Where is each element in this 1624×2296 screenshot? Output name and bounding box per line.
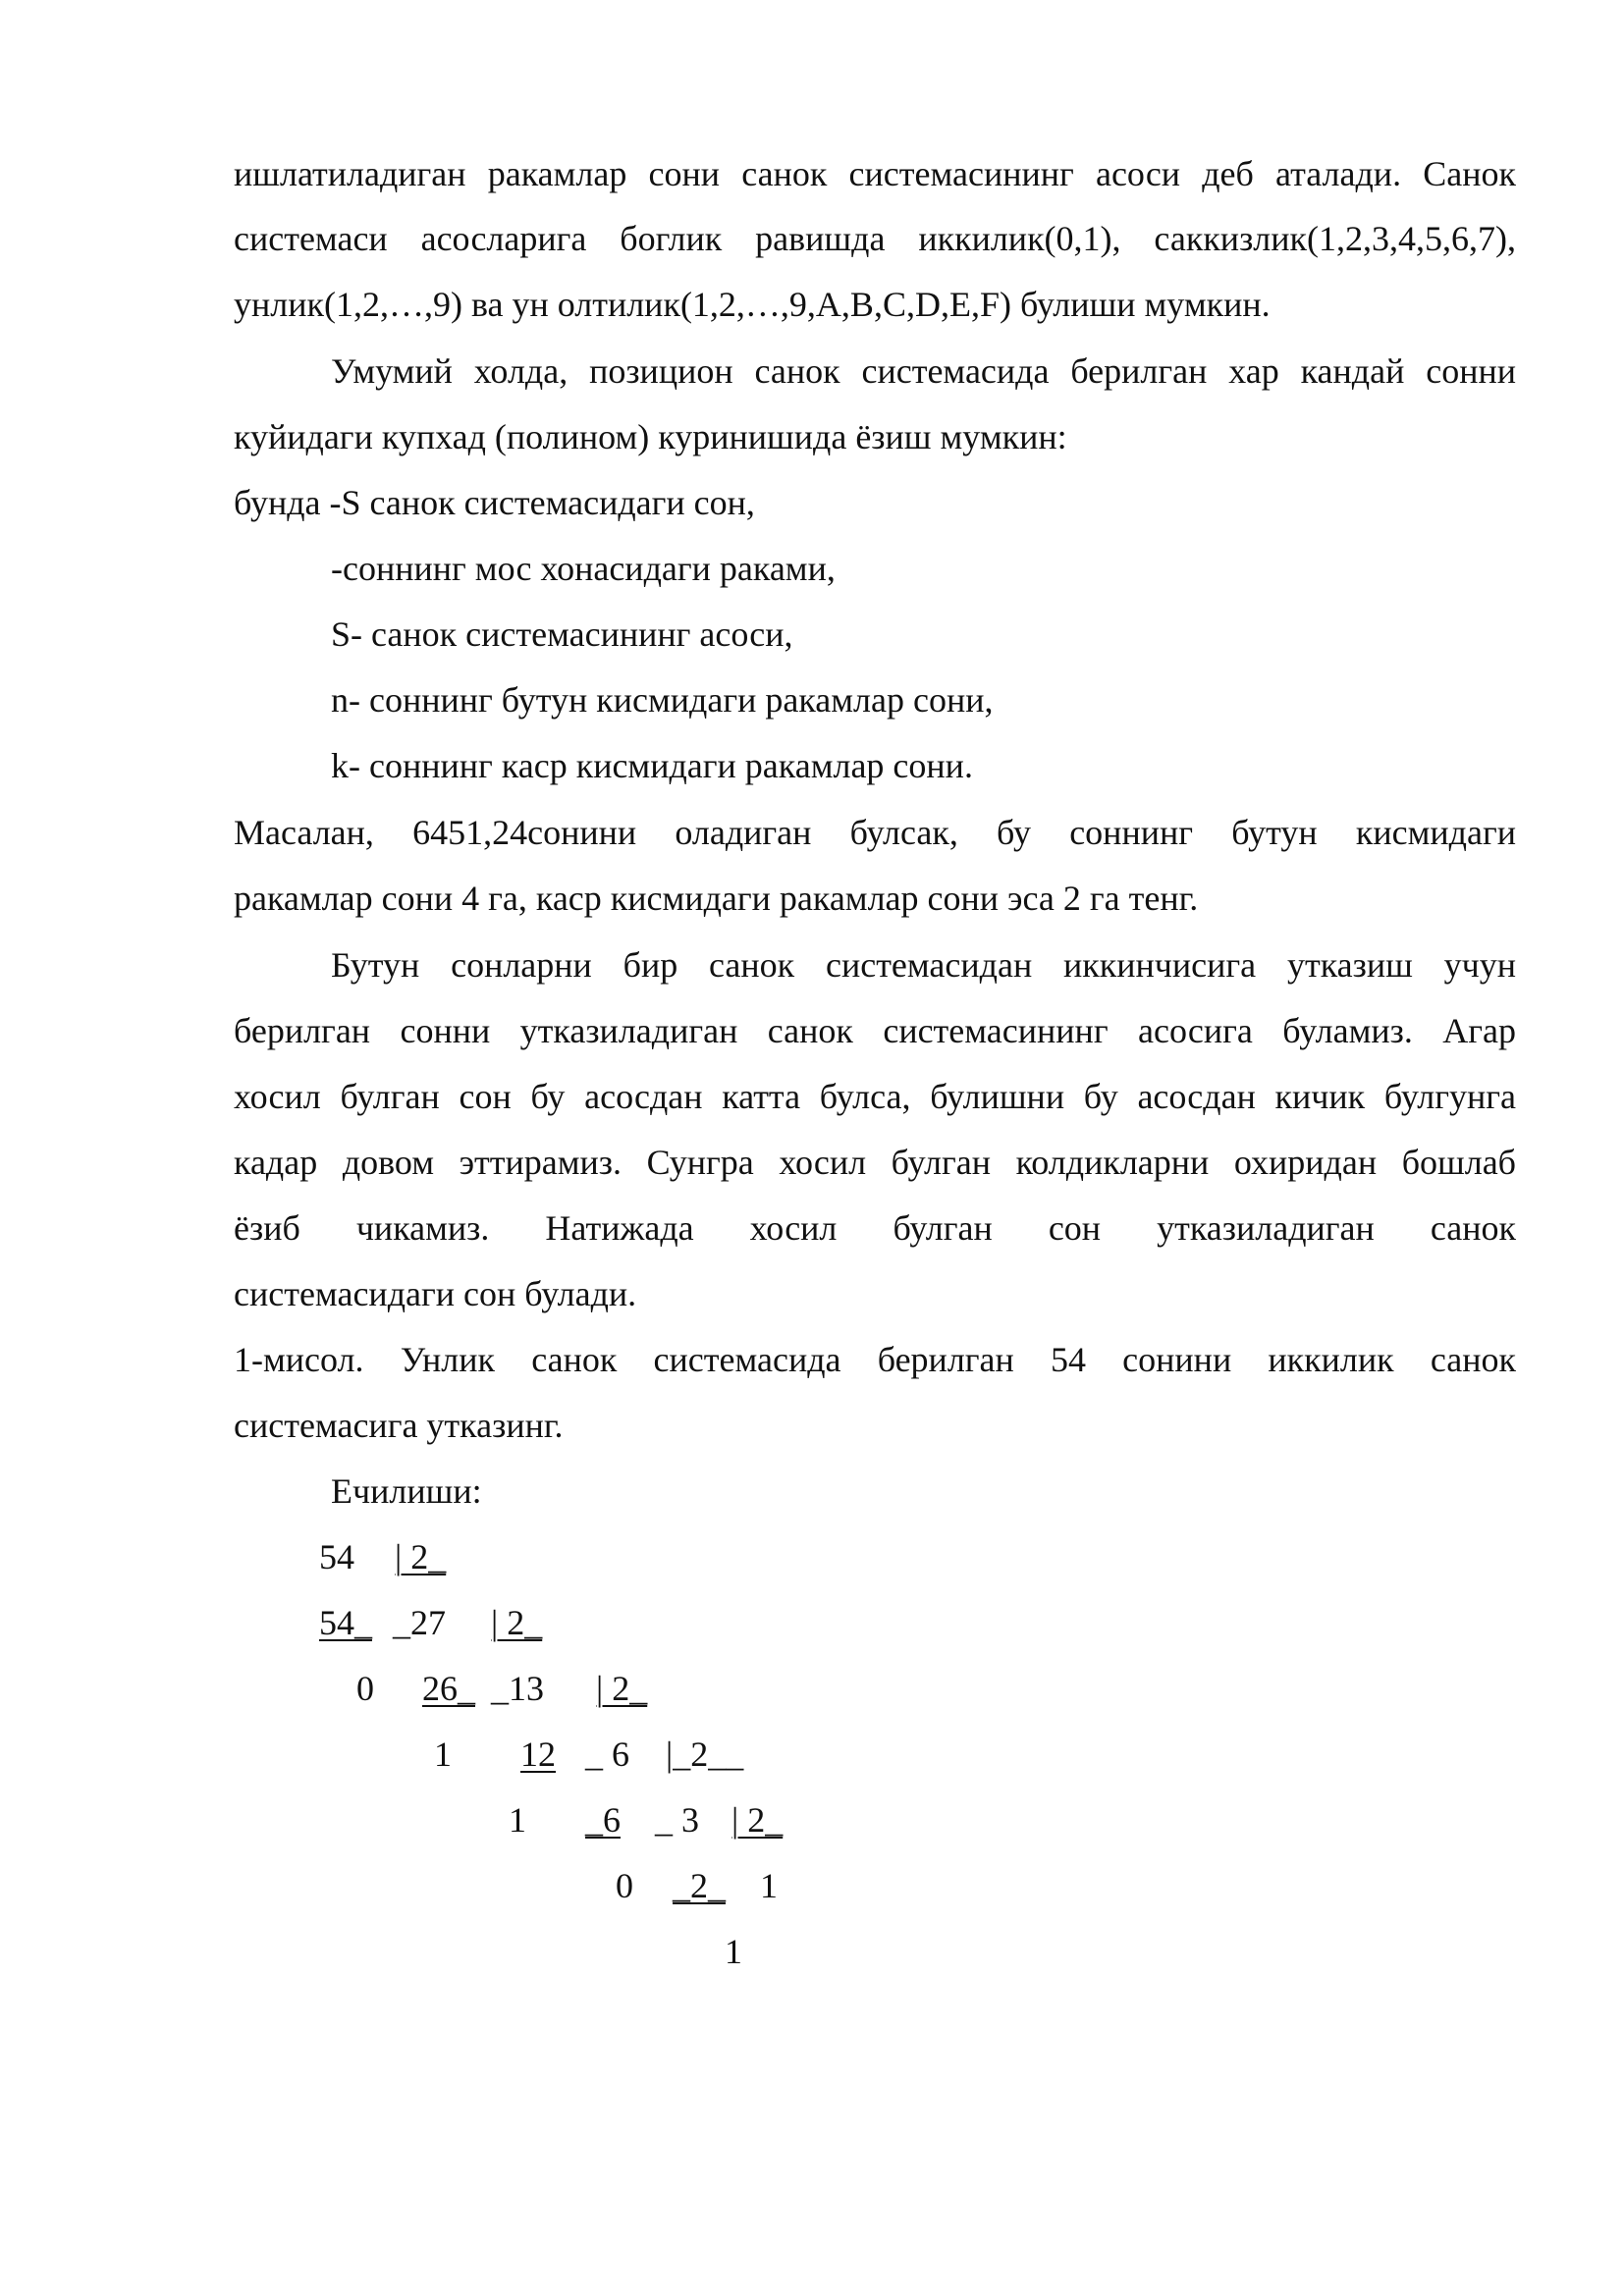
definition-line: n- соннинг бутун кисмидаги ракамлар сони, <box>331 680 994 720</box>
paragraph-line: системасидаги сон булади. <box>234 1274 637 1313</box>
division-subtrahend: 26_ <box>422 1669 475 1708</box>
division-divisor: | 2_ <box>395 1537 447 1576</box>
division-quotient: _ 3 <box>655 1800 699 1840</box>
division-subtrahend: 54_ <box>319 1603 372 1642</box>
definition-line: k- соннинг каср кисмидаги ракамлар сони. <box>331 746 973 785</box>
paragraph-line: унлик(1,2,…,9) ва ун олтилик(1,2,…,9,A,B,C,D,E,F) булиши мумкин. <box>234 285 1271 324</box>
division-remainder: 1 <box>434 1735 452 1774</box>
paragraph-line: берилган сонни утказиладиган санок системасининг асосига буламиз. Агар <box>234 1011 1516 1050</box>
example-line: 1-мисол. Унлик санок системасида берилган 54 сонини иккилик санок <box>234 1340 1516 1379</box>
division-dividend: 54 <box>319 1537 354 1576</box>
definition-line: S- санок системасининг асоси, <box>331 614 793 654</box>
paragraph-line: кадар довом эттирамиз. Сунгра хосил булган колдикларни охиридан бошлаб <box>234 1143 1516 1182</box>
division-divisor: | 2_ <box>491 1603 543 1642</box>
division-divisor: | 2_ <box>596 1669 648 1708</box>
definition-line: -соннинг мос хонасидаги раками, <box>331 549 836 588</box>
paragraph-line: куйидаги купхад (полином) куринишида ёзиш мумкин: <box>234 417 1067 456</box>
division-remainder: 1 <box>509 1800 526 1840</box>
paragraph-line: хосил булган сон бу асосдан катта булса, булишни бу асосдан кичик булгунга <box>234 1077 1516 1116</box>
paragraph-line: ракамлар сони 4 га, каср кисмидаги ракамлар сони эса 2 га тенг. <box>234 879 1199 918</box>
division-remainder: 1 <box>725 1932 742 1971</box>
example-line: системасига утказинг. <box>234 1406 564 1445</box>
division-quotient: _13 <box>491 1669 544 1708</box>
division-divisor: | 2_ <box>731 1800 784 1840</box>
paragraph-line: Бутун сонларни бир санок системасидан иккинчисига утказиш учун <box>331 945 1516 985</box>
division-subtrahend: 12 <box>520 1735 556 1774</box>
solution-label: Ечилиши: <box>331 1471 482 1511</box>
paragraph-line: Масалан, 6451,24сонини оладиган булсак, бу соннинг бутун кисмидаги <box>234 813 1516 852</box>
paragraph-line: ёзиб чикамиз. Натижада хосил булган сон утказиладиган санок <box>234 1208 1516 1248</box>
division-remainder: 0 <box>616 1866 633 1905</box>
division-quotient: _27 <box>393 1603 446 1642</box>
paragraph-line: ишлатиладиган ракамлар сони санок системасининг асоси деб аталади. Санок <box>234 154 1516 193</box>
division-subtrahend: _6 <box>585 1800 621 1840</box>
division-remainder: 0 <box>356 1669 374 1708</box>
definition-line: бунда -S санок системасидаги сон, <box>234 483 755 522</box>
paragraph-line: системаси асосларига боглик равишда иккилик(0,1), саккизлик(1,2,3,4,5,6,7), <box>234 219 1516 258</box>
division-quotient: _ 6 <box>585 1735 629 1774</box>
division-quotient: 1 <box>760 1866 778 1905</box>
division-divisor: |_2__ <box>666 1735 744 1774</box>
paragraph-line: Умумий холда, позицион санок системасида берилган хар кандай сонни <box>331 351 1516 391</box>
division-subtrahend: _2_ <box>673 1866 726 1905</box>
